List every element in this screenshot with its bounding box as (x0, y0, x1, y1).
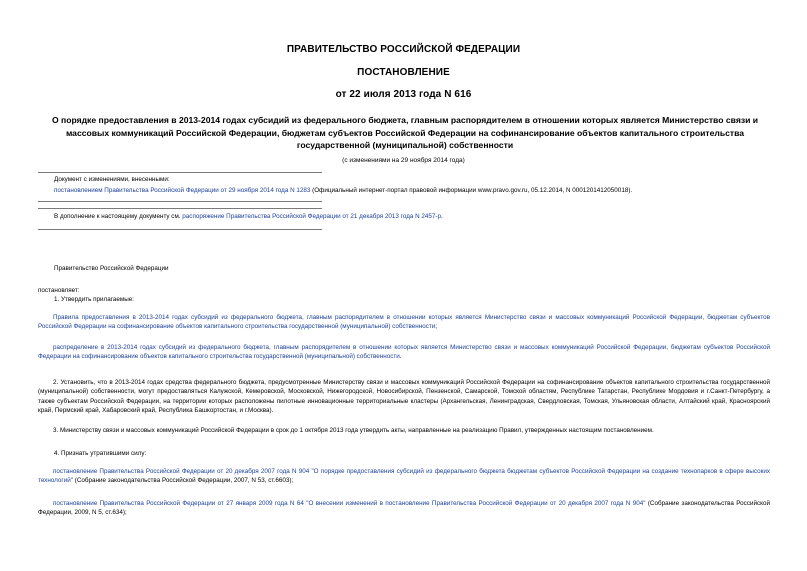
item-1-distribution (38, 343, 770, 362)
org-heading: ПРАВИТЕЛЬСТВО РОССИЙСКОЙ ФЕДЕРАЦИИ (286, 44, 521, 55)
item-3: 3. Министерству связи и массовых коммуникаций Российской Федерации в срок до 1 октября 2013 года утвердить акты, направленные на реализацию Правил, утвержденных настоящим постановлением. (53, 427, 654, 434)
addition-line (54, 212, 443, 222)
addition-prefix: В дополнение к настоящему документу см. (54, 213, 183, 220)
item-2: 2. Установить, что в 2013-2014 годах средства федерального бюджета, предусмотренные Министерству связи и массовых коммуникаций Российской Федерации на софинансирование объектов капитального строительства государственной (муниципальной) собственности, могут предоставляться Калужской, Кемеровской, Московской, Нижегородской, Новосибирской, Пензенской, Самарской, Томской областям, Республике Татарстан, Республике Мордовия и г.Санкт-Петербургу, а также субъектам Российской Федерации, на территории которых расположены пилотные инновационные территориальные кластеры (Архангельская, Ленинградская, Свердловская, Томская, Ульяновская области, Алтайский край, Красноярский край, Пермский край, Хабаровский край, Республика Башкортостан, и г.Москва). (38, 379, 770, 415)
divider-top (38, 172, 322, 173)
doc-type-heading: ПОСТАНОВЛЕНИЕ (357, 67, 450, 78)
document-title: О порядке предоставления в 2013-2014 годах субсидий из федерального бюджета, главным распорядителем в отношении которых является Министерство связи и массовых коммуникаций Российской Федерации, бюджетам субъектов Российской Федерации на софинансирование объектов капитального строительства государственной (муниципальной) собственности (51, 115, 759, 150)
item-4: 4. Признать утратившими силу: (54, 450, 147, 457)
divider-bottom (38, 229, 322, 230)
rules-end: ; (435, 323, 438, 331)
addition-link[interactable]: распоряжение Правительства Российской Федерации от 21 декабря 2013 года N 2457-р (182, 213, 442, 220)
item-4-decree-64 (38, 499, 770, 518)
distribution-end: . (399, 353, 402, 361)
changes-label: Документ с изменениями, внесенными: (54, 176, 170, 183)
divider-middle (38, 201, 322, 202)
decree-64-source: (Собрание законодательства Российской Федерации, 2009, N 5, ст.634); (38, 500, 771, 517)
changes-line (54, 186, 632, 196)
item-1-rules (38, 313, 770, 332)
addition-suffix: . (441, 213, 443, 220)
distribution-link[interactable]: распределение в 2013-2014 годах субсидий из федерального бюджета, главным распорядителем в отношении которых является Министерство связи и массовых коммуникаций Российской Федерации, бюджетам субъектов Российской Федерации на софинансирование объектов капитального строительства государственной (муниципальной) собственности (38, 344, 770, 361)
gov-line: Правительство Российской Федерации (54, 265, 169, 272)
resolves-line: постановляет: (38, 287, 80, 294)
divider-middle-2 (38, 208, 322, 209)
decree-904-link[interactable]: постановление Правительства Российской Федерации от 20 декабря 2007 года N 904 "О порядке предоставления субсидий из федерального бюджета бюджетам субъектов Российской Федерации на создание технопарков в сфере высоких технологий" (38, 468, 770, 485)
amendment-link[interactable]: постановлением Правительства Российской Федерации от 29 ноября 2014 года N 1283 (54, 187, 311, 194)
edition-note: (с изменениями на 29 ноября 2014 года) (342, 157, 465, 164)
decree-64-link[interactable]: постановление Правительства Российской Федерации от 27 января 2009 года N 64 "О внесении изменений в постановление Правительства Российской Федерации от 20 декабря 2007 года N 904" (53, 500, 646, 507)
item-4-decree-904 (38, 467, 770, 486)
decree-904-source: (Собрание законодательства Российской Федерации, 2007, N 53, ст.6603); (72, 477, 294, 485)
rules-link[interactable]: Правила предоставления в 2013-2014 годах субсидий из федерального бюджета, главным распорядителем в отношении которых является Министерство связи и массовых коммуникаций Российской Федерации, бюджетам субъектов Российской Федерации на софинансирование объектов капитального строительства государственной (муниципальной) собственности (38, 314, 770, 331)
item-1: 1. Утвердить прилагаемые: (54, 296, 134, 303)
date-number-heading: от 22 июля 2013 года N 616 (335, 89, 472, 100)
amendment-source: (Официальный интернет-портал правовой информации www.pravo.gov.ru, 05.12.2014, N 0001201412050018). (310, 187, 633, 194)
